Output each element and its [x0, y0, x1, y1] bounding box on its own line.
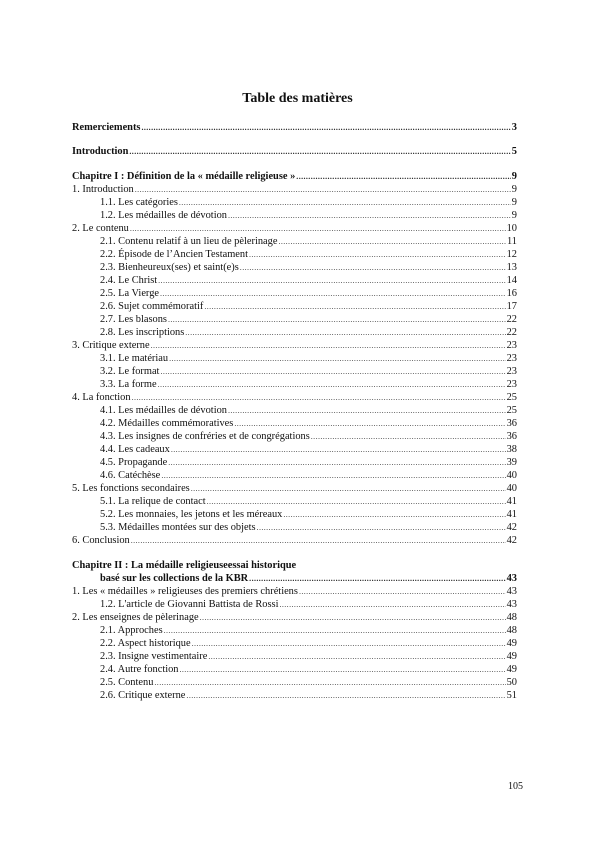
toc-entry-label: 4.1. Les médailles de dévotion — [100, 405, 227, 416]
toc-entry-page: 3 — [511, 122, 517, 133]
toc-entry-label: 2.6. Critique externe — [100, 690, 186, 701]
toc-entry-label: 2.5. La Vierge — [100, 288, 160, 299]
toc-entry-page: 50 — [506, 677, 517, 688]
toc-entry-page: 41 — [506, 496, 517, 507]
toc-entry-page: 13 — [506, 262, 517, 273]
dot-leader — [158, 378, 506, 391]
toc-entry-label: 1. Introduction — [72, 184, 134, 195]
toc-entry-label: 2.6. Sujet commémoratif — [100, 301, 204, 312]
dot-leader — [168, 456, 505, 469]
page-title: Table des matières — [242, 91, 353, 106]
toc-entry-page: 5 — [511, 146, 517, 157]
toc-entry-label: 2.2. Épisode de l’Ancien Testament — [100, 249, 248, 260]
page-number: 105 — [508, 781, 523, 792]
toc-entry-page: 22 — [506, 327, 517, 338]
toc-entry[interactable] — [100, 624, 517, 637]
dot-leader — [171, 443, 506, 456]
toc-entry[interactable] — [100, 365, 517, 378]
toc-entry-label: 3.3. La forme — [100, 379, 157, 390]
dot-leader — [200, 611, 506, 624]
dot-leader — [129, 145, 510, 158]
toc-entry[interactable] — [100, 417, 517, 430]
toc-entry-label: 1. Les « médailles » religieuses des premiers chrétiens — [72, 586, 298, 597]
toc-entry-page: 42 — [506, 535, 517, 546]
toc-entry[interactable] — [100, 650, 517, 663]
toc-entry-label: 5.3. Médailles montées sur des objets — [100, 522, 256, 533]
toc-entry[interactable] — [72, 611, 517, 624]
toc-entry[interactable] — [72, 482, 517, 495]
toc-entry-page: 14 — [506, 275, 517, 286]
toc-entry[interactable] — [72, 222, 517, 235]
dot-leader — [132, 391, 506, 404]
toc-entry[interactable] — [100, 676, 517, 689]
toc-entry[interactable] — [72, 391, 517, 404]
dot-leader — [135, 183, 511, 196]
dot-leader — [131, 534, 506, 547]
toc-entry-page: 49 — [506, 664, 517, 675]
dot-leader — [130, 222, 506, 235]
toc-entry-page: 17 — [506, 301, 517, 312]
toc-entry-label: 5. Les fonctions secondaires — [72, 483, 190, 494]
toc-entry-label: 3.2. Le format — [100, 366, 160, 377]
toc-entry[interactable] — [100, 326, 517, 339]
dot-leader — [154, 676, 505, 689]
toc-entry-page: 42 — [506, 522, 517, 533]
dot-leader — [278, 235, 506, 248]
dot-leader — [207, 495, 506, 508]
dot-leader — [160, 287, 506, 300]
toc-entry-label: 5.1. La relique de contact — [100, 496, 206, 507]
toc-entry-label: 6. Conclusion — [72, 535, 130, 546]
dot-leader — [160, 365, 505, 378]
toc-entry-label: 1.2. L'article de Giovanni Battista de Rossi — [100, 599, 279, 610]
dot-leader — [179, 196, 511, 209]
toc-entry-label: 4.5. Propagande — [100, 457, 168, 468]
toc-entry-label: 2.3. Insigne vestimentaire — [100, 651, 208, 662]
toc-entry-label: 4.3. Les insignes de confréries et de congrégations — [100, 431, 310, 442]
toc-entry[interactable] — [100, 378, 517, 391]
toc-entry[interactable] — [100, 287, 517, 300]
toc-entry-page: 9 — [511, 171, 517, 182]
toc-entry-label: 4.4. Les cadeaux — [100, 444, 170, 455]
toc-entry[interactable] — [100, 663, 517, 676]
dot-leader — [299, 585, 506, 598]
toc-entry-label: 4.2. Médailles commémoratives — [100, 418, 234, 429]
toc-entry-page: 48 — [506, 625, 517, 636]
toc-entry[interactable] — [100, 495, 517, 508]
toc-entry-label: 5.2. Les monnaies, les jetons et les méreaux — [100, 509, 283, 520]
dot-leader — [204, 300, 505, 313]
toc-entry-page: 12 — [506, 249, 517, 260]
toc-entry-label: 3. Critique externe — [72, 340, 150, 351]
toc-entry-label: 2.4. Autre fonction — [100, 664, 179, 675]
toc-entry-page: 23 — [506, 340, 517, 351]
dot-leader — [279, 598, 505, 611]
toc-entry-label: 2. Les enseignes de pèlerinage — [72, 612, 199, 623]
toc-entry-label: 2.2. Aspect historique — [100, 638, 191, 649]
toc-entry-page: 11 — [506, 236, 517, 247]
toc-entry-page: 23 — [506, 353, 517, 364]
toc-entry[interactable] — [72, 183, 517, 196]
toc-entry-label: basé sur les collections de la KBR — [100, 573, 249, 584]
toc-entry[interactable] — [100, 261, 517, 274]
toc-entry-label: 2.8. Les inscriptions — [100, 327, 185, 338]
toc-entry-page: 9 — [511, 197, 517, 208]
toc-entry-page: 10 — [506, 223, 517, 234]
dot-leader — [296, 170, 511, 183]
toc-entry-label: 2.4. Le Christ — [100, 275, 158, 286]
toc-entry-page: 43 — [506, 586, 517, 597]
toc-entry-page: 25 — [506, 392, 517, 403]
toc-entry[interactable] — [100, 443, 517, 456]
dot-leader — [158, 274, 505, 287]
toc-entry[interactable] — [100, 430, 517, 443]
toc-entry-label: 2.1. Contenu relatif à un lieu de pèlerinage — [100, 236, 278, 247]
toc-entry-page: 36 — [506, 431, 517, 442]
toc-chapitre-2-line1[interactable]: Chapitre II : La médaille religieuseessai historique — [72, 560, 297, 571]
toc-entry-label: 2.1. Approches — [100, 625, 163, 636]
toc-entry-page: 48 — [506, 612, 517, 623]
toc-entry[interactable] — [72, 534, 517, 547]
toc-entry[interactable] — [100, 313, 517, 326]
toc-entry-page: 40 — [506, 470, 517, 481]
dot-leader — [161, 469, 505, 482]
dot-leader — [192, 637, 506, 650]
toc-entry-label: Remerciements — [72, 122, 141, 133]
toc-entry-label: 1.1. Les catégories — [100, 197, 178, 208]
toc-entry-page: 25 — [506, 405, 517, 416]
toc-entry-introduction[interactable] — [72, 145, 517, 158]
dot-leader — [180, 663, 506, 676]
dot-leader — [191, 482, 506, 495]
toc-entry[interactable] — [100, 352, 517, 365]
toc-entry-label: 2.3. Bienheureux(ses) et saint(e)s — [100, 262, 239, 273]
toc-entry[interactable] — [100, 404, 517, 417]
toc-entry-label: 4. La fonction — [72, 392, 131, 403]
toc-entry-label: 2.5. Contenu — [100, 677, 154, 688]
toc-entry-label: 4.6. Catéchèse — [100, 470, 161, 481]
dot-leader — [249, 572, 505, 585]
toc-entry[interactable] — [100, 598, 517, 611]
toc-entry-label: Introduction — [72, 146, 129, 157]
dot-leader — [234, 417, 505, 430]
toc-entry[interactable] — [100, 508, 517, 521]
toc-entry-page: 39 — [506, 457, 517, 468]
dot-leader — [208, 650, 505, 663]
toc-entry-label: 2. Le contenu — [72, 223, 129, 234]
toc-entry-page: 38 — [506, 444, 517, 455]
toc-entry[interactable] — [100, 521, 517, 534]
toc-entry-page: 23 — [506, 366, 517, 377]
dot-leader — [228, 404, 506, 417]
toc-entry-label: 3.1. Le matériau — [100, 353, 169, 364]
toc-entry-page: 36 — [506, 418, 517, 429]
toc-entry-page: 40 — [506, 483, 517, 494]
toc-entry-remerciements[interactable] — [72, 121, 517, 134]
toc-entry-label: Chapitre I : Définition de la « médaille religieuse » — [72, 171, 296, 182]
dot-leader — [168, 313, 506, 326]
dot-leader — [283, 508, 505, 521]
toc-entry[interactable] — [100, 209, 517, 222]
toc-entry[interactable] — [100, 637, 517, 650]
toc-entry[interactable] — [100, 456, 517, 469]
dot-leader — [311, 430, 506, 443]
toc-entry[interactable] — [100, 300, 517, 313]
toc-entry[interactable] — [100, 196, 517, 209]
dot-leader — [186, 689, 505, 702]
toc-entry-page: 41 — [506, 509, 517, 520]
toc-entry-page: 9 — [511, 184, 517, 195]
toc-entry[interactable] — [72, 585, 517, 598]
toc-entry[interactable] — [100, 235, 517, 248]
dot-leader — [169, 352, 506, 365]
toc-entry-page: 51 — [506, 690, 517, 701]
toc-entry-page: 23 — [506, 379, 517, 390]
dot-leader — [185, 326, 505, 339]
dot-leader — [240, 261, 506, 274]
toc-entry[interactable] — [100, 469, 517, 482]
toc-entry-page: 49 — [506, 651, 517, 662]
toc-entry-chapitre-1[interactable] — [72, 170, 517, 183]
dot-leader — [164, 624, 506, 637]
toc-entry-page: 49 — [506, 638, 517, 649]
dot-leader — [228, 209, 511, 222]
dot-leader — [249, 248, 506, 261]
toc-entry[interactable] — [72, 339, 517, 352]
toc-entry-page: 43 — [506, 599, 517, 610]
toc-entry[interactable] — [100, 689, 517, 702]
toc-entry[interactable] — [100, 274, 517, 287]
toc-entry-page: 22 — [506, 314, 517, 325]
toc-entry-page: 9 — [511, 210, 517, 221]
dot-leader — [257, 521, 506, 534]
toc-entry-label: 1.2. Les médailles de dévotion — [100, 210, 227, 221]
toc-entry-label: 2.7. Les blasons — [100, 314, 167, 325]
toc-entry[interactable] — [100, 248, 517, 261]
dot-leader — [141, 121, 510, 134]
toc-entry-chapitre-2[interactable] — [100, 572, 517, 585]
toc-entry-page: 43 — [506, 573, 517, 584]
dot-leader — [151, 339, 506, 352]
toc-entry-page: 16 — [506, 288, 517, 299]
